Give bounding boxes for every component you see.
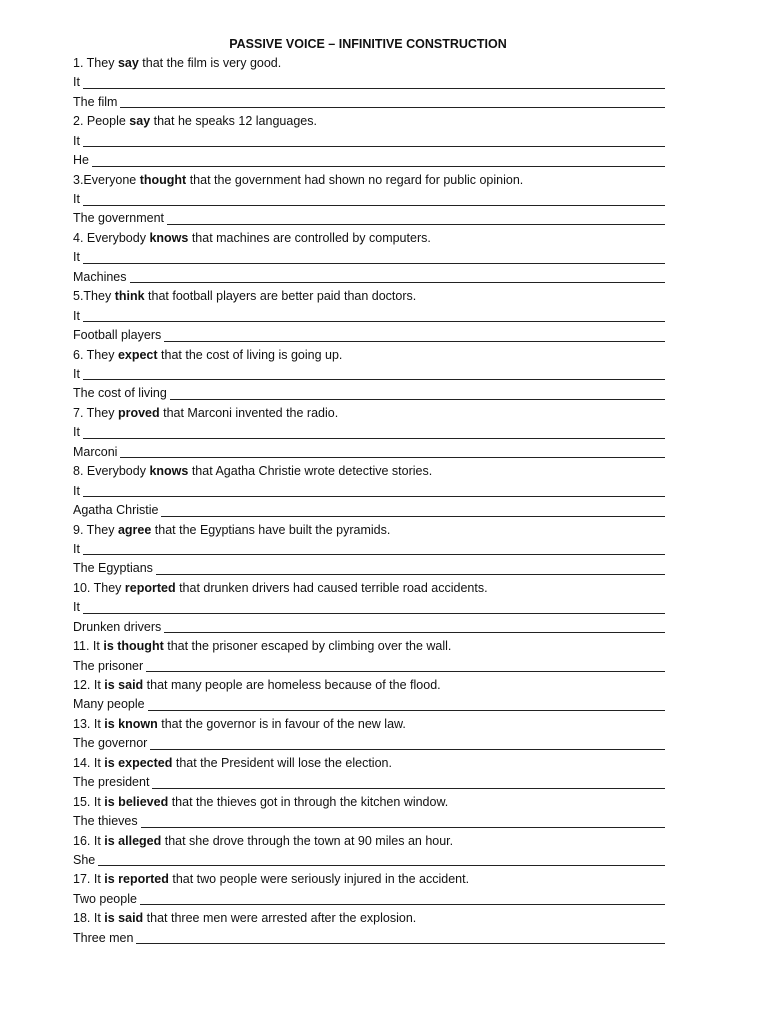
answer-blank[interactable] xyxy=(146,671,665,672)
answer-starter: The cost of living xyxy=(73,386,167,401)
prompt-text: 11. It xyxy=(73,639,104,654)
answer-line xyxy=(73,559,673,578)
prompt-keyword: is said xyxy=(104,911,144,926)
prompt-text: that three men were arrested after the explosion. xyxy=(143,911,417,926)
prompt-text: that two people were seriously injured in the accident. xyxy=(168,872,470,887)
answer-starter: It xyxy=(73,483,80,498)
exercise-prompt xyxy=(73,637,673,656)
prompt-keyword: is expected xyxy=(104,755,173,770)
answer-blank[interactable] xyxy=(98,865,665,866)
answer-starter: Drunken drivers xyxy=(73,619,162,634)
prompt-text: 10. They xyxy=(73,580,125,595)
answer-blank[interactable] xyxy=(120,107,665,108)
prompt-keyword: proved xyxy=(117,405,160,420)
prompt-text: 13. It xyxy=(73,716,105,731)
worksheet xyxy=(73,35,673,948)
answer-line xyxy=(73,326,673,345)
answer-starter: The thieves xyxy=(73,814,138,829)
answer-blank[interactable] xyxy=(83,263,665,264)
prompt-text: 12. It xyxy=(73,678,105,692)
answer-line xyxy=(73,695,673,714)
prompt-text: that the film is very good. xyxy=(138,56,282,70)
answer-starter: It xyxy=(73,366,80,381)
exercise-prompt xyxy=(73,832,673,851)
exercise-prompt xyxy=(73,793,673,812)
answer-line xyxy=(73,598,673,617)
prompt-keyword: expect xyxy=(117,347,158,362)
answer-starter: Football players xyxy=(73,328,162,343)
answer-blank[interactable] xyxy=(164,341,665,342)
exercise-prompt xyxy=(73,715,673,734)
answer-blank[interactable] xyxy=(83,496,665,497)
prompt-keyword: is believed xyxy=(104,794,169,809)
answer-line xyxy=(73,73,673,92)
exercise-list xyxy=(73,54,673,948)
answer-line xyxy=(73,540,673,559)
answer-blank[interactable] xyxy=(170,399,665,400)
prompt-keyword: reported xyxy=(124,580,176,595)
answer-line xyxy=(73,93,673,112)
prompt-text: that the Egyptians have built the pyramids. xyxy=(151,522,391,537)
prompt-text: 17. It xyxy=(73,872,105,887)
exercise-prompt xyxy=(73,676,673,695)
answer-starter: Machines xyxy=(73,269,127,284)
answer-starter: The president xyxy=(73,775,150,790)
answer-blank[interactable] xyxy=(83,379,665,380)
answer-blank[interactable] xyxy=(83,146,665,147)
answer-blank[interactable] xyxy=(136,943,665,944)
exercise-prompt xyxy=(73,112,673,131)
answer-starter: It xyxy=(73,541,80,556)
answer-blank[interactable] xyxy=(130,282,665,283)
prompt-keyword: is alleged xyxy=(104,833,162,848)
prompt-keyword: knows xyxy=(149,464,189,479)
answer-blank[interactable] xyxy=(152,788,665,789)
exercise-prompt xyxy=(73,229,673,248)
prompt-text: that she drove through the town at 90 miles an hour. xyxy=(161,833,454,848)
answer-blank[interactable] xyxy=(164,632,665,633)
answer-line xyxy=(73,268,673,287)
answer-starter: Many people xyxy=(73,697,145,712)
prompt-text: that the government had shown no regard for public opinion. xyxy=(186,172,524,187)
prompt-text: that the prisoner escaped by climbing over the wall. xyxy=(163,639,452,654)
prompt-keyword: say xyxy=(117,56,139,70)
answer-line xyxy=(73,423,673,442)
answer-line xyxy=(73,929,673,948)
answer-blank[interactable] xyxy=(83,88,665,89)
answer-starter: It xyxy=(73,192,80,207)
prompt-text: 5.They xyxy=(73,289,115,304)
answer-line xyxy=(73,734,673,753)
exercise-prompt xyxy=(73,579,673,598)
prompt-keyword: thought xyxy=(139,172,187,187)
prompt-text: 16. It xyxy=(73,833,105,848)
answer-line xyxy=(73,657,673,676)
prompt-text: that machines are controlled by computers. xyxy=(188,230,431,245)
exercise-prompt xyxy=(73,171,673,190)
answer-starter: She xyxy=(73,852,96,867)
prompt-text: 8. Everybody xyxy=(73,464,150,479)
answer-line xyxy=(73,307,673,326)
answer-blank[interactable] xyxy=(83,613,665,614)
answer-line xyxy=(73,248,673,267)
answer-starter: The prisoner xyxy=(73,658,144,673)
exercise-prompt xyxy=(73,521,673,540)
prompt-keyword: say xyxy=(129,114,151,129)
prompt-text: that he speaks 12 languages. xyxy=(150,114,317,129)
exercise-prompt xyxy=(73,404,673,423)
answer-blank[interactable] xyxy=(167,224,665,225)
answer-starter: He xyxy=(73,153,89,168)
prompt-keyword: think xyxy=(114,289,145,304)
exercise-prompt xyxy=(73,909,673,928)
prompt-text: 9. They xyxy=(73,522,118,537)
answer-line xyxy=(73,501,673,520)
prompt-text: that football players are better paid than doctors. xyxy=(144,289,417,304)
answer-blank[interactable] xyxy=(83,321,665,322)
answer-line xyxy=(73,443,673,462)
prompt-text: that drunken drivers had caused terrible road accidents. xyxy=(175,580,488,595)
answer-blank[interactable] xyxy=(83,554,665,555)
answer-line xyxy=(73,618,673,637)
prompt-keyword: is known xyxy=(104,716,158,731)
prompt-text: that Marconi invented the radio. xyxy=(159,405,339,420)
answer-line xyxy=(73,890,673,909)
prompt-text: 3.Everyone xyxy=(73,172,140,187)
answer-line xyxy=(73,851,673,870)
prompt-text: 15. It xyxy=(73,794,105,809)
answer-blank[interactable] xyxy=(148,710,665,711)
answer-starter: It xyxy=(73,308,80,323)
answer-blank[interactable] xyxy=(161,516,665,517)
answer-line xyxy=(73,384,673,403)
prompt-text: that Agatha Christie wrote detective stories. xyxy=(188,464,433,479)
answer-line xyxy=(73,482,673,501)
prompt-text: 7. They xyxy=(73,405,118,420)
answer-starter: It xyxy=(73,250,80,265)
answer-line xyxy=(73,210,673,229)
answer-blank[interactable] xyxy=(140,904,665,905)
prompt-keyword: is reported xyxy=(104,872,169,887)
answer-line xyxy=(73,773,673,792)
answer-starter: It xyxy=(73,425,80,440)
answer-starter: Two people xyxy=(73,891,137,906)
prompt-text: that the cost of living is going up. xyxy=(157,347,343,362)
exercise-prompt xyxy=(73,346,673,365)
answer-line xyxy=(73,151,673,170)
answer-starter: The government xyxy=(73,211,165,226)
answer-starter: Marconi xyxy=(73,444,118,459)
prompt-text: 1. They xyxy=(73,56,118,70)
answer-blank[interactable] xyxy=(83,438,665,439)
answer-line xyxy=(73,812,673,831)
exercise-prompt xyxy=(73,870,673,889)
exercise-prompt xyxy=(73,287,673,306)
exercise-prompt xyxy=(73,462,673,481)
answer-starter: It xyxy=(73,75,80,90)
prompt-text: 2. People xyxy=(73,114,130,129)
prompt-text: that the thieves got in through the kitchen window. xyxy=(168,794,449,809)
answer-blank[interactable] xyxy=(141,827,665,828)
answer-blank[interactable] xyxy=(92,166,665,167)
answer-blank[interactable] xyxy=(150,749,665,750)
prompt-text: 14. It xyxy=(73,755,105,770)
answer-starter: The film xyxy=(73,94,118,109)
prompt-text: that the governor is in favour of the new law. xyxy=(157,716,406,731)
exercise-prompt xyxy=(73,54,673,73)
prompt-keyword: agree xyxy=(117,522,152,537)
prompt-keyword: is thought xyxy=(103,639,164,654)
answer-blank[interactable] xyxy=(156,574,665,575)
worksheet-title: PASSIVE VOICE – INFINITIVE CONSTRUCTION xyxy=(229,37,507,51)
answer-blank[interactable] xyxy=(83,205,665,206)
answer-line xyxy=(73,132,673,151)
answer-blank[interactable] xyxy=(120,457,665,458)
answer-line xyxy=(73,190,673,209)
answer-starter: The governor xyxy=(73,736,148,751)
prompt-text: that the President will lose the election. xyxy=(172,755,392,770)
answer-line xyxy=(73,365,673,384)
prompt-text: 4. Everybody xyxy=(73,230,150,245)
answer-starter: It xyxy=(73,133,80,148)
answer-starter: Agatha Christie xyxy=(73,503,159,518)
prompt-text: that many people are homeless because of the flood. xyxy=(143,678,441,692)
prompt-keyword: is said xyxy=(104,678,144,692)
answer-starter: The Egyptians xyxy=(73,561,153,576)
prompt-text: 18. It xyxy=(73,911,105,926)
prompt-text: 6. They xyxy=(73,347,118,362)
prompt-keyword: knows xyxy=(149,230,189,245)
answer-starter: It xyxy=(73,600,80,615)
exercise-prompt xyxy=(73,754,673,773)
answer-starter: Three men xyxy=(73,930,134,945)
